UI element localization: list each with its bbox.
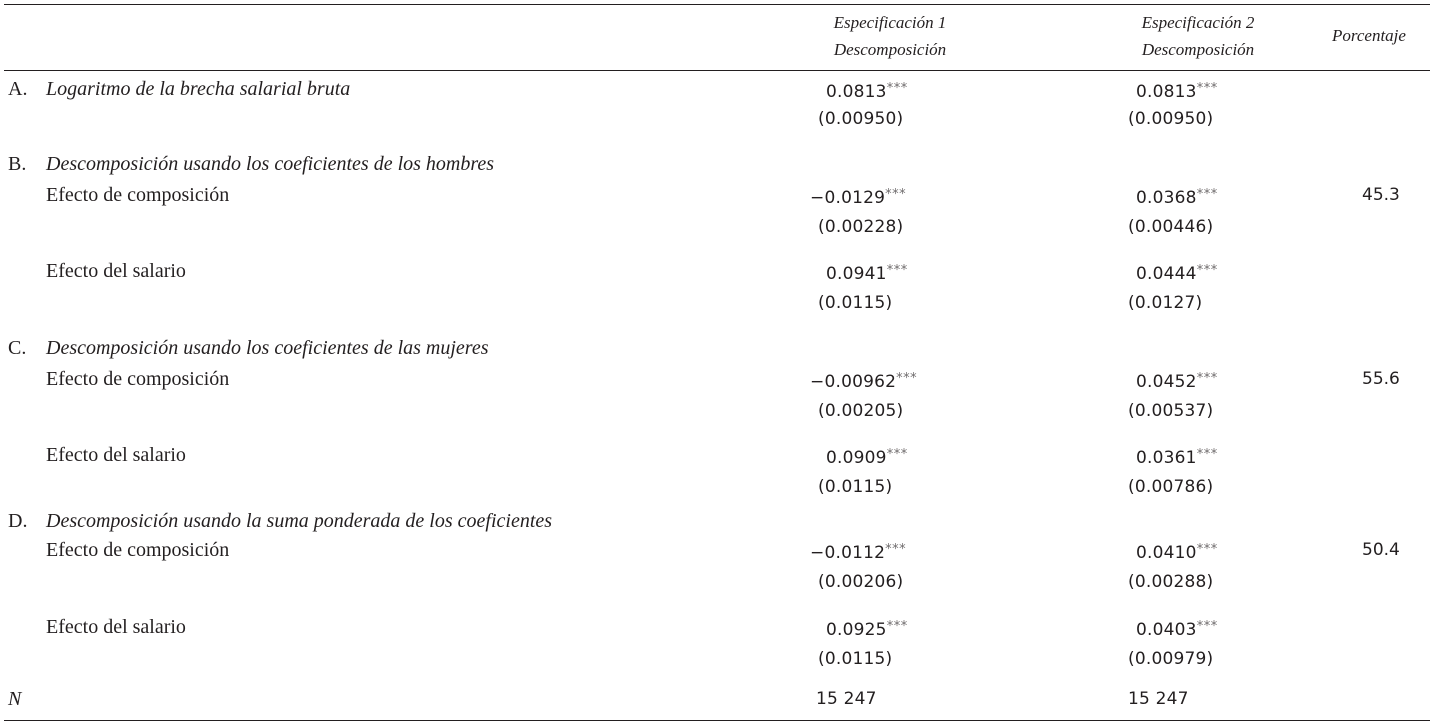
section-d-wage-spec1-value: 0.0925*** xyxy=(826,619,908,640)
significance-stars: *** xyxy=(886,619,908,634)
section-d-letter: D. xyxy=(8,510,28,532)
significance-stars: *** xyxy=(896,371,918,386)
significance-stars: *** xyxy=(1196,81,1218,96)
section-b-composition-spec2-value: 0.0368*** xyxy=(1136,187,1218,208)
section-d-composition-percent: 50.4 xyxy=(1362,540,1400,560)
section-c-wage-label: Efecto del salario xyxy=(46,444,186,466)
section-d-composition-spec1-se: (0.00206) xyxy=(818,572,904,592)
observations-spec2: 15 247 xyxy=(1128,689,1189,709)
column-header-spec2-line1: Especificación 2 xyxy=(1141,13,1255,32)
observations-spec1: 15 247 xyxy=(816,689,877,709)
section-c-wage-row xyxy=(0,440,1434,470)
section-d-wage-spec2-se: (0.00979) xyxy=(1128,649,1214,669)
section-b-wage-spec1-se: (0.0115) xyxy=(818,293,893,313)
significance-stars: *** xyxy=(885,542,907,557)
table-bottom-rule xyxy=(4,720,1430,721)
section-d-composition-label: Efecto de composición xyxy=(46,539,230,561)
significance-stars: *** xyxy=(1196,187,1218,202)
section-b-wage-label: Efecto del salario xyxy=(46,260,186,282)
table-top-rule xyxy=(4,4,1430,5)
table-header-rule xyxy=(4,70,1430,71)
column-header-spec1-line2: Descomposición xyxy=(833,40,947,59)
section-b-composition-spec1-se: (0.00228) xyxy=(818,217,904,237)
section-c-composition-spec2-value: 0.0452*** xyxy=(1136,371,1218,392)
section-c-wage-spec1-se: (0.0115) xyxy=(818,477,893,497)
section-c-wage-spec2-value: 0.0361*** xyxy=(1136,447,1218,468)
column-header-spec1 xyxy=(770,9,1010,63)
section-d-composition-row xyxy=(0,535,1434,565)
section-a-spec2-se: (0.00950) xyxy=(1128,109,1214,129)
section-a-row xyxy=(0,74,1434,104)
section-c-letter: C. xyxy=(8,337,27,359)
column-header-spec1-line1: Especificación 1 xyxy=(833,13,947,32)
section-d-title-row xyxy=(0,506,1434,536)
section-b-letter: B. xyxy=(8,153,27,175)
significance-stars: *** xyxy=(885,187,907,202)
section-b-composition-spec2-se: (0.00446) xyxy=(1128,217,1214,237)
significance-stars: *** xyxy=(1196,447,1218,462)
section-d-composition-spec2-value: 0.0410*** xyxy=(1136,542,1218,563)
section-b-wage-row xyxy=(0,256,1434,286)
section-c-composition-label: Efecto de composición xyxy=(46,368,230,390)
section-d-wage-spec2-value: 0.0403*** xyxy=(1136,619,1218,640)
observations-row xyxy=(0,684,1434,714)
significance-stars: *** xyxy=(1196,542,1218,557)
section-b-composition-row xyxy=(0,180,1434,210)
section-d-wage-spec1-se: (0.0115) xyxy=(818,649,893,669)
significance-stars: *** xyxy=(1196,263,1218,278)
section-c-wage-spec2-se: (0.00786) xyxy=(1128,477,1214,497)
section-a-title: Logaritmo de la brecha salarial bruta xyxy=(46,78,351,100)
column-header-spec2-line2: Descomposición xyxy=(1141,40,1255,59)
section-d-wage-se-row xyxy=(0,644,1434,674)
section-a-spec2-value: 0.0813*** xyxy=(1136,81,1218,102)
section-a-letter: A. xyxy=(8,78,28,100)
section-b-title-row xyxy=(0,149,1434,179)
section-b-title: Descomposición usando los coeficientes de los hombres xyxy=(46,153,495,175)
section-b-wage-spec1-value: 0.0941*** xyxy=(826,263,908,284)
significance-stars: *** xyxy=(886,263,908,278)
section-a-se-row xyxy=(0,104,1434,134)
section-b-wage-spec2-se: (0.0127) xyxy=(1128,293,1203,313)
section-a-spec1-value: 0.0813*** xyxy=(826,81,908,102)
section-b-composition-label: Efecto de composición xyxy=(46,184,230,206)
section-b-wage-spec2-value: 0.0444*** xyxy=(1136,263,1218,284)
significance-stars: *** xyxy=(1196,371,1218,386)
section-b-composition-se-row xyxy=(0,212,1434,242)
section-c-title: Descomposición usando los coeficientes de las mujeres xyxy=(46,337,489,359)
section-b-wage-se-row xyxy=(0,288,1434,318)
section-c-title-row xyxy=(0,333,1434,363)
section-d-title: Descomposición usando la suma ponderada de los coeficientes xyxy=(46,510,553,532)
section-b-composition-spec1-value: −0.0129*** xyxy=(810,187,907,208)
section-c-composition-spec1-se: (0.00205) xyxy=(818,401,904,421)
significance-stars: *** xyxy=(886,81,908,96)
section-c-composition-spec2-se: (0.00537) xyxy=(1128,401,1214,421)
section-c-composition-spec1-value: −0.00962*** xyxy=(810,371,918,392)
column-header-spec2 xyxy=(1078,9,1318,63)
section-c-wage-spec1-value: 0.0909*** xyxy=(826,447,908,468)
column-header-percent: Porcentaje xyxy=(1332,26,1406,45)
observations-label: N xyxy=(8,688,22,710)
section-d-composition-spec1-value: −0.0112*** xyxy=(810,542,907,563)
section-d-wage-label: Efecto del salario xyxy=(46,616,186,638)
section-c-composition-percent: 55.6 xyxy=(1362,369,1400,389)
section-d-wage-row xyxy=(0,612,1434,642)
significance-stars: *** xyxy=(1196,619,1218,634)
section-c-composition-se-row xyxy=(0,396,1434,426)
section-b-composition-percent: 45.3 xyxy=(1362,185,1400,205)
section-c-wage-se-row xyxy=(0,472,1434,502)
section-d-composition-se-row xyxy=(0,567,1434,597)
significance-stars: *** xyxy=(886,447,908,462)
section-a-spec1-se: (0.00950) xyxy=(818,109,904,129)
section-c-composition-row xyxy=(0,364,1434,394)
section-d-composition-spec2-se: (0.00288) xyxy=(1128,572,1214,592)
